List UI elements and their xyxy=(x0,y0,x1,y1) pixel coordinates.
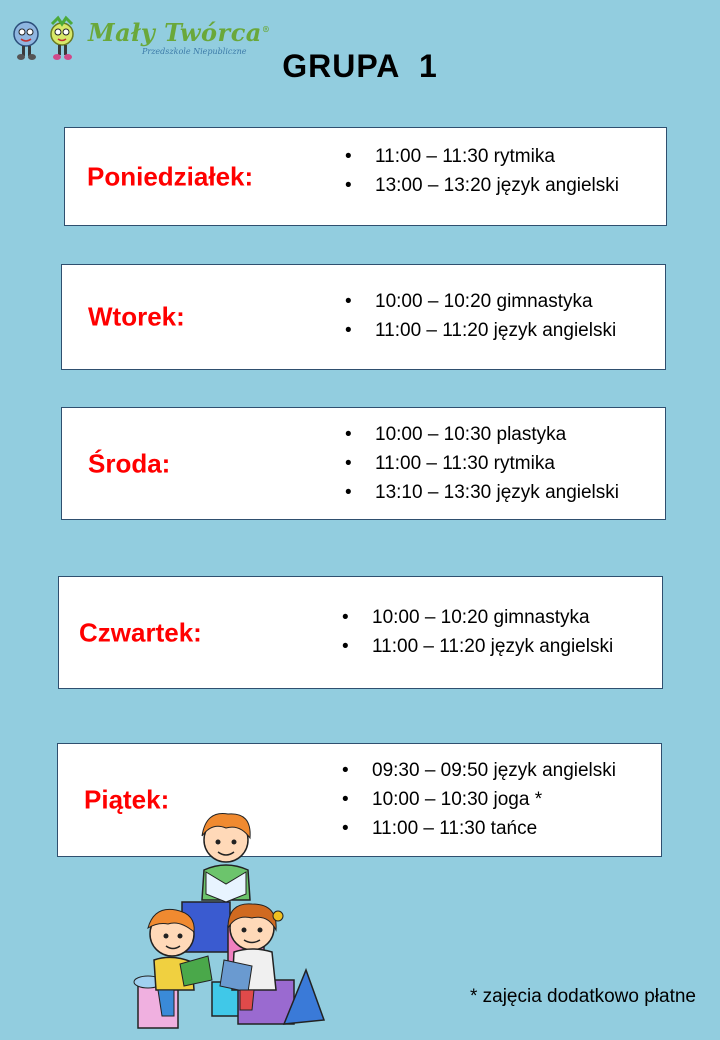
list-item: • 13:00 – 13:20 język angielski xyxy=(345,171,619,200)
list-item: • 10:00 – 10:20 gimnastyka xyxy=(342,603,613,632)
schedule-list xyxy=(342,756,616,843)
day-box-tuesday xyxy=(61,264,666,370)
day-name: Wtorek: xyxy=(88,301,185,332)
day-name: Środa: xyxy=(88,448,171,478)
footnote: * zajęcia dodatkowo płatne xyxy=(469,986,696,1007)
list-item: • 09:30 – 09:50 język angielski xyxy=(342,756,616,785)
schedule-list xyxy=(342,603,613,661)
schedule-list xyxy=(345,420,619,507)
page-title: GRUPA 1 xyxy=(282,48,438,84)
day-box-thursday xyxy=(58,576,663,689)
list-item: • 10:00 – 10:20 gimnastyka xyxy=(345,287,616,316)
schedule-list xyxy=(345,142,619,200)
logo-title: Mały Twórca® xyxy=(88,18,271,47)
list-item: • 13:10 – 13:30 język angielski xyxy=(345,478,619,507)
list-item: • 11:00 – 11:30 rytmika xyxy=(345,449,619,478)
list-item: • 10:00 – 10:30 joga * xyxy=(342,785,616,814)
list-item: • 10:00 – 10:30 plastyka xyxy=(345,420,619,449)
kids-reading-illustration xyxy=(128,810,338,1035)
day-name: Poniedziałek: xyxy=(87,161,254,191)
day-box-wednesday xyxy=(61,407,666,520)
day-box-monday xyxy=(64,127,667,226)
day-name: Czwartek: xyxy=(79,617,202,647)
list-item: • 11:00 – 11:20 język angielski xyxy=(342,632,613,661)
schedule-list xyxy=(345,287,616,345)
list-item: • 11:00 – 11:30 rytmika xyxy=(345,142,619,171)
day-name: Piątek: xyxy=(84,784,170,815)
list-item: • 11:00 – 11:20 język angielski xyxy=(345,316,616,345)
logo-subtitle: Przedszkole Niepubliczne xyxy=(142,47,247,56)
list-item: • 11:00 – 11:30 tańce xyxy=(342,814,616,843)
